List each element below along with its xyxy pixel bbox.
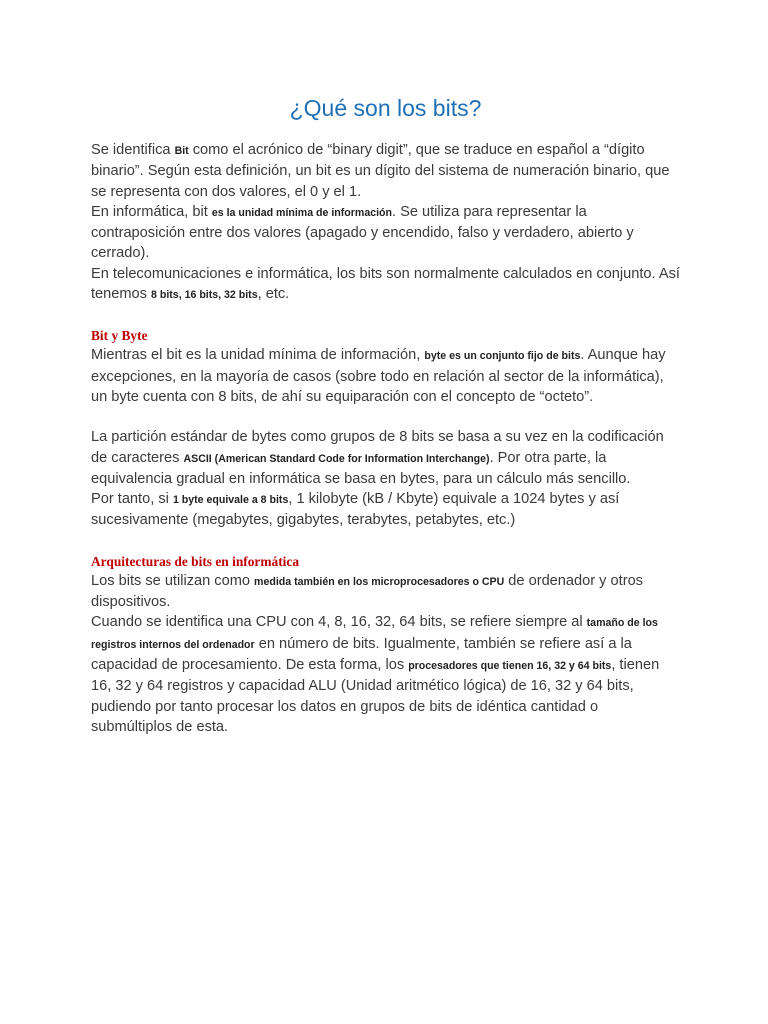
bold-term: 8 bits, 16 bits, 32 bits: [151, 289, 258, 302]
text: En informática, bit: [91, 203, 212, 220]
text: , tienen 16, 32 y 64 registros y capacidad ALU (Unidad aritmético lógica) de 16, 32 y 64 bits, pudiendo por tanto procesar los datos en grupos de bits de idéntica cantidad o submúltiplos de esta.: [91, 656, 660, 735]
arquitecturas-paragraph-1: [91, 571, 680, 613]
text: En telecomunicaciones e informática, los bits son normalmente calculados en conjunto. Así tenemos: [91, 265, 680, 303]
page-title: ¿Qué son los bits?: [289, 95, 482, 121]
section-heading-bit-byte: Bit y Byte: [91, 328, 148, 344]
text: . Aunque hay excepciones, en la mayoría de casos (sobre todo en relación al sector de la informática), un byte cuenta con 8 bits, de ahí su equiparación con el concepto de “octeto”.: [91, 347, 666, 405]
bit-byte-paragraph-3: [91, 489, 680, 531]
text: Por tanto, si: [91, 491, 173, 508]
section-heading-arquitecturas: Arquitecturas de bits en informática: [91, 553, 300, 569]
bit-byte-paragraph-2: [91, 427, 680, 489]
spacer: [91, 531, 680, 553]
bold-term: Bit: [174, 145, 189, 157]
intro-paragraph-1: [91, 140, 680, 202]
bold-term: tamaño de los registros internos del ordenador: [91, 617, 658, 651]
text: Cuando se identifica una CPU con 4, 8, 16, 32, 64 bits, se refiere siempre al: [91, 614, 587, 631]
spacer: [91, 305, 680, 327]
text: como el acrónico de “binary digit”, que se traduce en español a “dígito binario”. Según esta definición, un bit es un dígito del sistema de numeración binario, que se representa con dos valores, el 0 y el 1.: [91, 142, 670, 200]
intro-paragraph-3: [91, 264, 680, 306]
bold-term: procesadores que tienen 16, 32 y 64 bits: [408, 659, 612, 672]
text: Mientras el bit es la unidad mínima de información,: [91, 347, 425, 364]
arquitecturas-paragraph-2: [91, 612, 680, 737]
spacer: [91, 407, 680, 427]
text: , etc.: [257, 286, 290, 303]
text: La partición estándar de bytes como grupos de 8 bits se basa a su vez en la codificación de caracteres: [91, 429, 664, 466]
bold-term: 1 byte equivale a 8 bits: [172, 494, 289, 507]
bold-term: es la unidad mínima de información: [211, 206, 392, 219]
text: . Por otra parte, la equivalencia gradual en informática se basa en bytes, para un cálculo más sencillo.: [91, 449, 631, 487]
bit-byte-paragraph-1: [91, 345, 680, 407]
text: Se identifica: [91, 142, 175, 158]
bold-term: ASCII (American Standard Code for Information Interchange): [183, 452, 490, 465]
bold-term: medida también en los microprocesadores o CPU: [254, 575, 505, 588]
bold-term: byte es un conjunto fijo de bits: [424, 350, 581, 363]
text: de ordenador y otros dispositivos.: [91, 572, 643, 611]
text: , 1 kilobyte (kB / Kbyte) equivale a 1024 bytes y así sucesivamente (megabytes, gigabytes, terabytes, petabytes, etc.): [91, 491, 620, 529]
text: Los bits se utilizan como: [91, 572, 255, 589]
text: en número de bits. Igualmente, también se refiere así a la capacidad de procesamiento. De esta forma, los: [91, 635, 632, 673]
text: . Se utiliza para representar la contraposición entre dos valores (apagado y encendido, falso y verdadero, abierto y cerrado).: [91, 203, 634, 262]
intro-paragraph-2: [91, 202, 680, 264]
